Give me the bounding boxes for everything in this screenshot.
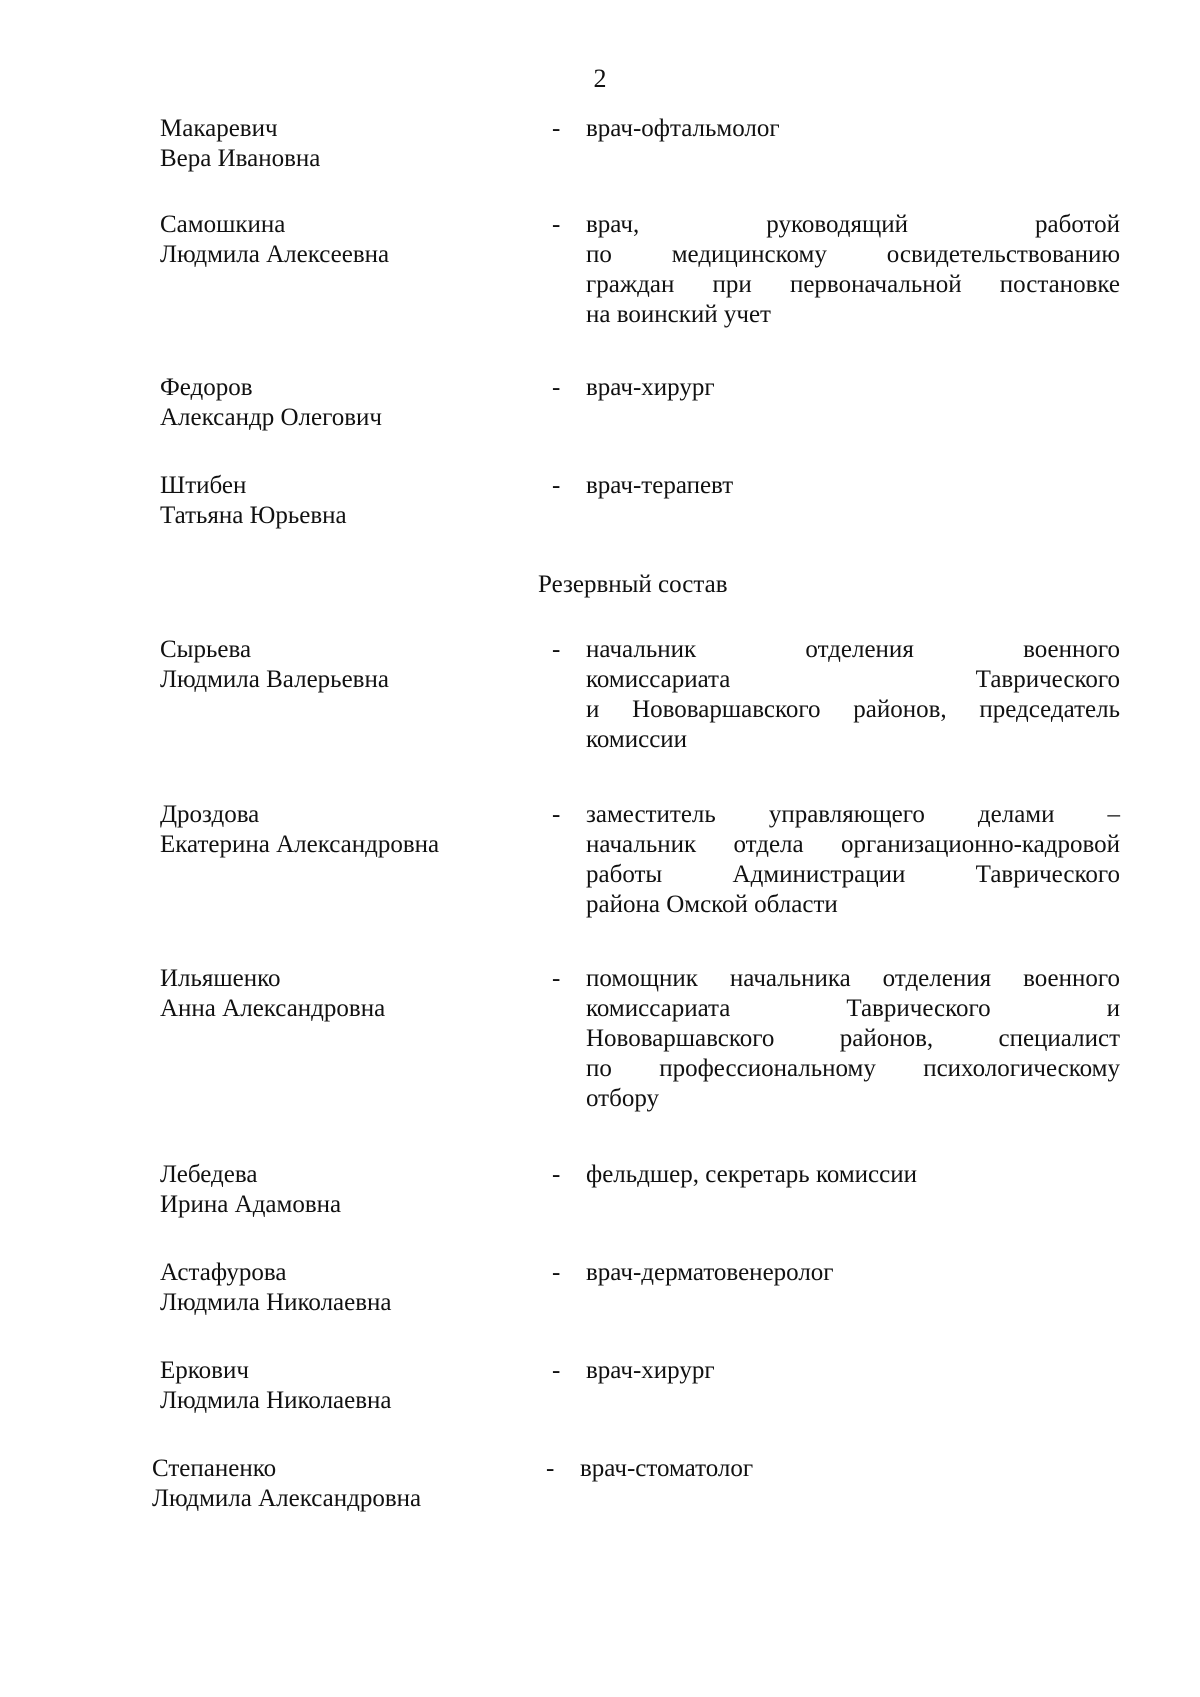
member-given-name: Татьяна Юрьевна [160, 502, 347, 529]
role-line: помощник начальника отделения военного [586, 965, 1120, 992]
member-name [160, 471, 520, 531]
member-surname: Астафурова [160, 1259, 287, 1286]
member-name [160, 1356, 520, 1416]
member-role [586, 635, 1120, 755]
page-number: 2 [593, 64, 607, 93]
role-line: врач-дерматовенеролог [586, 1259, 834, 1286]
role-line: комиссии [586, 726, 688, 753]
member-name [160, 635, 520, 695]
dash-separator: - [552, 965, 561, 992]
member-role [586, 210, 1120, 330]
member-role [586, 1258, 1120, 1288]
role-line: по профессиональному психологическому [586, 1055, 1120, 1082]
member-given-name: Людмила Алексеевна [160, 241, 390, 268]
dash-separator: - [552, 1161, 561, 1188]
dash-separator: - [552, 1259, 561, 1286]
member-role [586, 373, 1120, 403]
member-name [160, 800, 520, 860]
member-name [160, 1160, 520, 1220]
member-role [586, 114, 1120, 144]
member-name [160, 210, 520, 270]
dash-separator: - [552, 115, 561, 142]
member-surname: Макаревич [160, 115, 278, 142]
member-surname: Сырьева [160, 636, 252, 663]
role-line: врач, руководящий работой [586, 211, 1120, 238]
role-line: врач-хирург [586, 1357, 715, 1384]
role-line: фельдшер, секретарь комиссии [586, 1161, 918, 1188]
member-role [586, 1356, 1120, 1386]
role-line: врач-хирург [586, 374, 715, 401]
member-given-name: Анна Александровна [160, 995, 386, 1022]
role-line: отбору [586, 1085, 659, 1112]
member-surname: Лебедева [160, 1161, 258, 1188]
dash-separator: - [552, 374, 561, 401]
member-role [580, 1454, 1114, 1484]
dash-separator: - [552, 211, 561, 238]
member-given-name: Людмила Валерьевна [160, 666, 389, 693]
member-surname: Дроздова [160, 801, 260, 828]
dash-separator: - [552, 1357, 561, 1384]
dash-separator: - [546, 1455, 555, 1482]
role-line: комиссариата Таврического и [586, 995, 1120, 1022]
member-name [152, 1454, 512, 1514]
role-line: по медицинскому освидетельствованию [586, 241, 1120, 268]
member-given-name: Людмила Александровна [152, 1485, 422, 1512]
role-line: и Нововаршавского районов, председатель [586, 696, 1120, 723]
section-title-reserve: Резервный состав [538, 571, 728, 598]
dash-separator: - [552, 472, 561, 499]
member-given-name: Ирина Адамовна [160, 1191, 342, 1218]
role-line: врач-терапевт [586, 472, 734, 499]
member-role [586, 964, 1120, 1114]
member-given-name: Екатерина Александровна [160, 831, 440, 858]
member-surname: Штибен [160, 472, 247, 499]
member-surname: Степаненко [152, 1455, 277, 1482]
dash-separator: - [552, 801, 561, 828]
role-line: врач-стоматолог [580, 1455, 754, 1482]
role-line: на воинский учет [586, 301, 771, 328]
member-name [160, 114, 520, 174]
member-given-name: Людмила Николаевна [160, 1387, 392, 1414]
member-surname: Еркович [160, 1357, 249, 1384]
member-given-name: Вера Ивановна [160, 145, 321, 172]
member-surname: Ильяшенко [160, 965, 281, 992]
role-line: Нововаршавского районов, специалист [586, 1025, 1120, 1052]
member-name [160, 964, 520, 1024]
role-line: комиссариата Таврического [586, 666, 1120, 693]
member-role [586, 1160, 1120, 1190]
dash-separator: - [552, 636, 561, 663]
role-line: граждан при первоначальной постановке [586, 271, 1120, 298]
member-given-name: Людмила Николаевна [160, 1289, 392, 1316]
member-name [160, 1258, 520, 1318]
member-given-name: Александр Олегович [160, 404, 383, 431]
role-line: врач-офтальмолог [586, 115, 780, 142]
member-name [160, 373, 520, 433]
member-surname: Федоров [160, 374, 253, 401]
role-line: заместитель управляющего делами – [586, 801, 1120, 828]
member-surname: Самошкина [160, 211, 286, 238]
member-role [586, 471, 1120, 501]
role-line: начальник отделения военного [586, 636, 1120, 663]
role-line: района Омской области [586, 891, 838, 918]
role-line: работы Администрации Таврического [586, 861, 1120, 888]
role-line: начальник отдела организационно-кадровой [586, 831, 1120, 858]
member-role [586, 800, 1120, 920]
